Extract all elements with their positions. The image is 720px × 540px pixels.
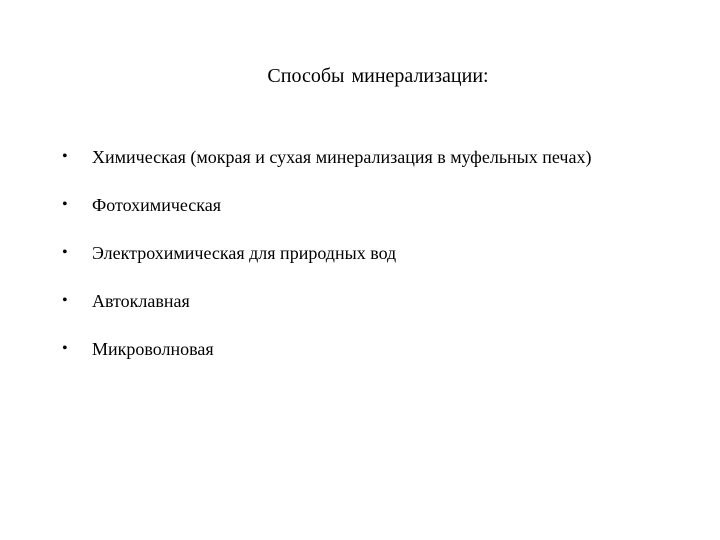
list-item xyxy=(62,336,702,384)
list-item xyxy=(62,144,702,192)
bullet-icon: • xyxy=(62,196,68,213)
list-item-label: Автоклавная xyxy=(92,291,190,311)
bullet-icon: • xyxy=(62,148,68,165)
list-item-label: Микроволновая xyxy=(92,339,214,359)
list-item xyxy=(62,240,702,288)
list-item-label: Химическая (мокрая и сухая минерализация в муфельных печах) xyxy=(92,147,592,167)
list-item-label: Фотохимическая xyxy=(92,195,222,215)
bullet-icon: • xyxy=(62,244,68,261)
bullet-list xyxy=(62,144,702,384)
list-item xyxy=(62,288,702,336)
list-item-label: Электрохимическая для природных вод xyxy=(92,243,397,263)
slide-title: Способы минерализации: xyxy=(267,65,489,87)
list-item xyxy=(62,192,702,240)
bullet-icon: • xyxy=(62,292,68,309)
bullet-icon: • xyxy=(62,340,68,357)
